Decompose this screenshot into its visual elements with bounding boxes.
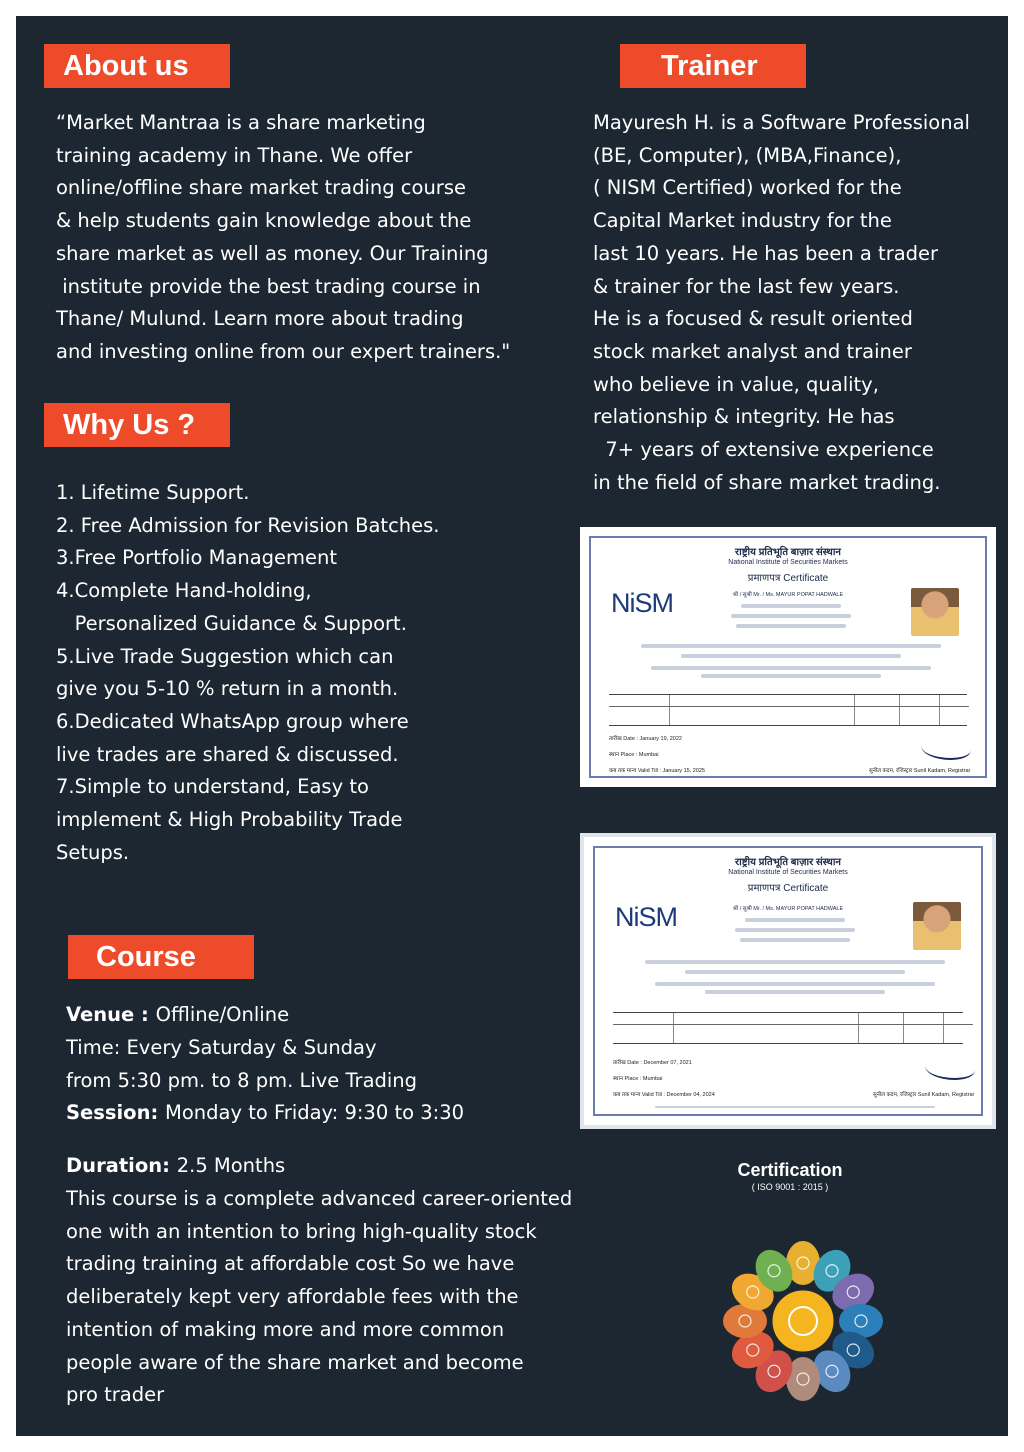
cert2-signature [925, 1056, 975, 1080]
cert1-hindi-title: राष्ट्रीय प्रतिभूति बाज़ार संस्थान [735, 547, 841, 558]
cert2-hindi-title: राष्ट्रीय प्रतिभूति बाज़ार संस्थान [735, 857, 841, 868]
cert2-date: तारीख Date : December 07, 2021 [613, 1060, 692, 1066]
trainer-heading: Trainer [620, 44, 806, 88]
course-time-line2: from 5:30 pm. to 8 pm. Live Trading [66, 1069, 418, 1092]
cert2-org: National Institute of Securities Markets [728, 869, 848, 876]
cert2-photo [913, 902, 961, 950]
why-us-list: 1. Lifetime Support. 2. Free Admission for Revision Batches. 3.Free Portfolio Management 4.Complete Hand-holding, Personalized Guidance & Support. 5.Live Trade Suggestion which can give you 5-10 % return in a month. 6.Dedicated WhatsApp group where live trades are shared & discussed. 7.Simple to understand, Easy to implement & High Probability Trade Setups. [56, 481, 440, 864]
course-heading: Course [68, 935, 254, 979]
session-label: Session: [66, 1101, 166, 1124]
wheel-hub [771, 1289, 835, 1353]
certification-wheel-graphic [716, 1234, 890, 1408]
cert1-photo [911, 588, 959, 636]
cert2-label: प्रमाणपत्र Certificate [747, 883, 829, 894]
cert1-org: National Institute of Securities Markets [728, 559, 848, 566]
certification-title: Certification [737, 1160, 843, 1180]
course-venue [66, 999, 289, 1032]
session-value: Monday to Friday: 9:30 to 3:30 [165, 1101, 465, 1124]
why-us-heading: Why Us ? [44, 403, 230, 447]
duration-value: 2.5 Months [176, 1154, 286, 1177]
cert1-nism-logo: NiSM [611, 588, 673, 618]
duration-label: Duration: [66, 1154, 177, 1177]
cert1-name: श्री / सुश्री Mr. / Ms. MAYUR POPAT HADWALE [732, 592, 844, 598]
about-text: “Market Mantraa is a share marketing training academy in Thane. We offer online/offline share market trading course & help students gain knowledge about the share market as well as money. Our Training institute provide the best trading course in Thane/ Mulund. Learn more about trading and investing online from our expert trainers." [56, 111, 511, 363]
cert1-registrar: सुनील कदम, रजिस्ट्रार Sunil Kadam, Registrar [869, 768, 971, 774]
certification-subtitle: ( ISO 9001 : 2015 ) [751, 1182, 829, 1192]
certificate-image-2 [580, 833, 996, 1129]
course-time-line1: Time: Every Saturday & Sunday [66, 1036, 377, 1059]
cert1-date: तारीख Date : January 19, 2022 [609, 736, 682, 742]
cert2-valid: कब तक मान्य Valid Till : December 04, 2024 [613, 1092, 715, 1098]
cert2-place: स्थान Place : Mumbai [613, 1076, 663, 1082]
cert2-registrar: सुनील कदम, रजिस्ट्रार Sunil Kadam, Registrar [873, 1092, 975, 1098]
course-session [66, 1097, 464, 1130]
cert1-label: प्रमाणपत्र Certificate [747, 573, 829, 584]
venue-value: Offline/Online [155, 1003, 290, 1026]
about-heading: About us [44, 44, 230, 88]
certificate-image-1 [580, 527, 996, 787]
course-duration [66, 1150, 285, 1183]
venue-label: Venue : [66, 1003, 156, 1026]
trainer-text: Mayuresh H. is a Software Professional (BE, Computer), (MBA,Finance), ( NISM Certified) worked for the Capital Market industry for the last 10 years. He has been a trader & trainer for the last few years. He is a focused & result oriented stock market analyst and trainer who believe in value, quality, relationship & integrity. He has 7+ years of extensive experience in the field of share market trading. [593, 111, 970, 494]
cert1-signature [921, 736, 971, 760]
cert2-nism-logo: NiSM [615, 902, 677, 932]
cert1-place: स्थान Place : Mumbai [609, 752, 659, 758]
course-description: This course is a complete advanced career-oriented one with an intention to bring high-quality stock trading training at affordable cost So we have deliberately kept very affordable fees with the intention of making more and more common people aware of the share market and become pro trader [66, 1187, 573, 1407]
cert1-valid: कब तक मान्य Valid Till : January 15, 2025 [609, 768, 705, 774]
cert2-name: श्री / सुश्री Mr. / Ms. MAYUR POPAT HADWALE [732, 906, 844, 912]
